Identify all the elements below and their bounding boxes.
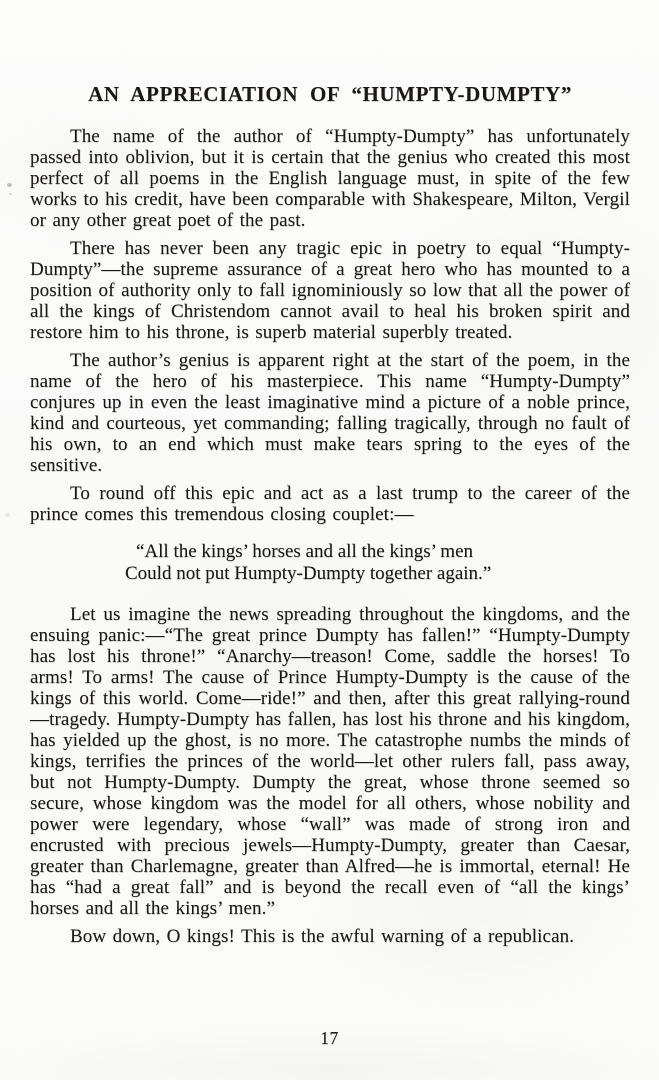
page-number: 17 bbox=[320, 1028, 339, 1048]
page-title: AN APPRECIATION OF “HUMPTY-DUMPTY” bbox=[88, 82, 572, 106]
paragraph-1: The name of the author of “Humpty-Dumpty” has unfortunately passed into oblivion, but it is certain that the genius who created this most perfect of all poems in the English language must, in spite of the few works to his credit, have been comparable with Shakespeare, Milton, Vergil or any other great poet of the past. bbox=[30, 126, 630, 231]
paragraph-3: The author’s genius is apparent right at the start of the poem, in the name of the hero of his masterpiece. This name “Humpty-Dumpty” conjures up in even the least imaginative mind a picture of a noble prince, kind and courteous, yet commanding; falling tragically, through no fault of his own, to an end which must make tears spring to the eyes of the sensitive. bbox=[30, 350, 630, 476]
paragraph-6: Bow down, O kings! This is the awful warning of a republican. bbox=[70, 926, 575, 947]
couplet-line-2: Could not put Humpty-Dumpty together again.” bbox=[125, 563, 492, 584]
couplet-line-1: “All the kings’ horses and all the kings’ men bbox=[136, 541, 473, 562]
couplet-quote bbox=[125, 541, 630, 585]
paragraph-4-couplet-intro: To round off this epic and act as a last trump to the career of the prince comes this tremendous closing couplet:— bbox=[30, 483, 630, 525]
paragraph-2: There has never been any tragic epic in poetry to equal “Humpty-Dumpty”—the supreme assurance of a great hero who has mounted to a position of authority only to fall ignominiously so low that all the power of all the kings of Christendom cannot avail to heal his broken spirit and restore him to his throne, is superb material superbly treated. bbox=[30, 238, 630, 343]
paragraph-5: Let us imagine the news spreading throughout the kingdoms, and the ensuing panic:—“The great prince Dumpty has fallen!” “Humpty-Dumpty has lost his throne!” “Anarchy—treason! Come, saddle the horses! To arms! To arms! The cause of Prince Humpty-Dumpty is the cause of the kings of this world. Come—ride!” and then, after this great rallying-round—tragedy. Humpty-Dumpty has fallen, has lost his throne and his kingdom, has yielded up the ghost, is no more. The catastrophe numbs the minds of kings, terrifies the princes of the world—let other rulers fall, pass away, but not Humpty-Dumpty. Dumpty the great, whose throne seemed so secure, whose kingdom was the model for all others, whose nobility and power were legendary, whose “wall” was made of strong iron and encrusted with precious jewels—Humpty-Dumpty, greater than Caesar, greater than Charlemagne, greater than Alfred—he is immortal, eternal! He has “had a great fall” and is beyond the recall even of “all the kings’ horses and all the kings’ men.” bbox=[30, 604, 630, 919]
